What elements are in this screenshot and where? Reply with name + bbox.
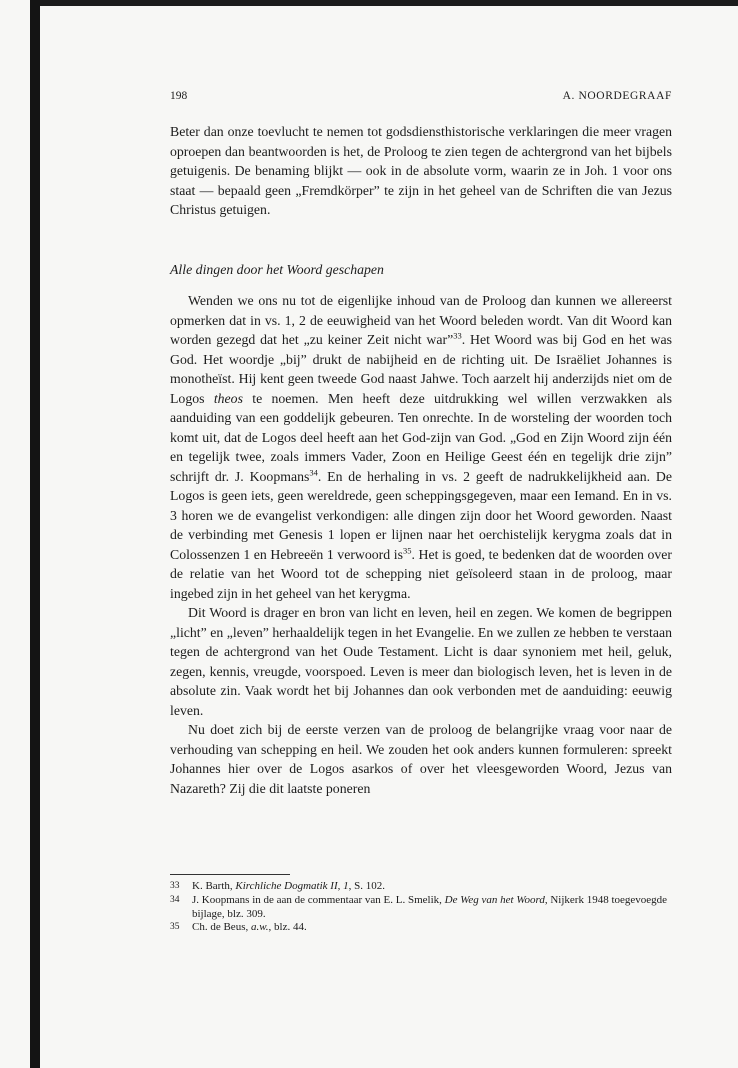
footnote-35 <box>170 921 672 935</box>
footnote-ref-33: 33 <box>453 330 462 341</box>
footnote-divider <box>170 874 290 875</box>
page-number: 198 <box>170 90 188 102</box>
footnote-title: a.w. <box>250 921 269 934</box>
footnote-text: , blz. 44. <box>268 921 307 934</box>
greek-word-theos: theos <box>213 390 243 406</box>
footnote-number: 33 <box>170 881 180 891</box>
footnote-33 <box>170 880 672 894</box>
footnote-text: Ch. de Beus, <box>192 921 251 934</box>
paragraph-1: Beter dan onze toevlucht te nemen tot godsdiensthistorische verklaringen die meer vragen oproepen dan beantwoorden is het, de Proloog te zien tegen de achtergrond van het bijbels getuigenis. De benaming blijkt — ook in de absolute vorm, waarin ze in Joh. 1 voor ons staat — bepaald geen „Fremdkörper” te zijn in het geheel van de Schriften die van Jezus Christus getuigen. <box>170 124 672 217</box>
footnote-text: J. Koopmans in de aan de commentaar van E. L. Smelik, <box>192 893 445 906</box>
paragraph-1-block <box>170 122 672 220</box>
paragraph-2 <box>170 291 672 603</box>
paragraph-2-text-1: Wenden we ons nu tot de eigenlijke inhoud van de Proloog dan kunnen we allereerst opmerken dat in vs. 1, 2 de eeuwigheid van het Woord beleden wordt. Van dit Woord kan worden gezegd dat het „zu keiner Zeit nicht war” <box>170 293 672 347</box>
running-head <box>170 90 672 106</box>
paragraph-2-text-5: . Het is goed, te bedenken dat de woorden over de relatie van het Woord tot de schepping niet geïsoleerd staan in de proloog, maar ingebed zijn in het geheel van het kerygma. <box>170 546 672 601</box>
footnote-text: , S. 102. <box>348 880 385 892</box>
footnote-text: K. Barth, <box>192 880 236 892</box>
scan-edge-top <box>40 0 738 6</box>
footnote-text: , Nijkerk 1948 toegevoegde bijlage, blz. 309. <box>192 893 668 920</box>
footnotes <box>170 880 672 935</box>
footnote-ref-35: 35 <box>402 544 412 555</box>
scan-edge-left <box>30 0 40 1068</box>
footnote-ref-34: 34 <box>309 466 318 477</box>
footnote-title: De Weg van het Woord <box>444 893 545 906</box>
footnote-34 <box>170 894 672 922</box>
paragraph-3: Dit Woord is drager en bron van licht en leven, heil en zegen. We komen de begrippen „licht” en „leven” herhaaldelijk tegen in het Evangelie. En we zullen ze hebben te verstaan tegen de achtergrond van het Oude Testament. Licht is daar synoniem met heil, geluk, zegen, kennis, vreugde, voorspoed. Leven is meer dan biologisch leven, het is leven in de absolute zin. Vaak wordt het bij Johannes dan ook verbonden met de aanduiding: eeuwig leven. <box>170 605 672 718</box>
footnote-number: 35 <box>170 922 180 933</box>
section-heading: Alle dingen door het Woord geschapen <box>170 262 384 277</box>
paragraph-4: Nu doet zich bij de eerste verzen van de proloog de belangrijke vraag voor naar de verhouding van schepping en heil. We zouden het ook anders kunnen formuleren: spreekt Johannes hier over de Logos asarkos of over het vleesgeworden Woord, Jezus van Nazareth? Zij die dit laatste poneren <box>170 722 672 796</box>
footnote-title: Kirchliche Dogmatik II, 1 <box>235 880 349 892</box>
body-text-block <box>170 291 672 798</box>
footnote-number: 34 <box>170 894 180 905</box>
paragraph-2-text-3: te noemen. Men heeft deze uitdrukking wel willen verzwakken als aanduiding van een goddelijk gebeuren. Ten onrechte. In de worsteling der woorden toch komt uit, dat de Logos deel heeft aan het God-zijn van God. „God en Zijn Woord zijn één en tegelijk twee, zoals immers Vader, Zoon en Heilige Geest één en tegelijk drie zijn” schrijft dr. J. Koopmans <box>170 390 672 484</box>
paragraph-2-text-4: . En de herhaling in vs. 2 geeft de nadrukkelijkheid aan. De Logos is geen iets, geen wereldrede, geen scheppingsgegeven, maar een Iemand. En in vs. 3 horen we de evangelist verkondigen: alle dingen zijn door het Woord geworden. Naast de verbinding met Genesis 1 lopen er lijnen naar het oerchistelijk kerygma zoals dat in Colossenzen 1 en Hebreeën 1 verwoord is <box>170 468 672 562</box>
running-head-author: A. NOORDEGRAAF <box>562 90 672 102</box>
paragraph-2-text-2: . Het Woord was bij God en het was God. Het woordje „bij” drukt de nabijheid en de richting uit. De Israëliet Johannes is monotheïst. Hij kent geen tweede God naast Jahwe. Toch aarzelt hij anderzijds niet om de Logos <box>170 332 672 406</box>
